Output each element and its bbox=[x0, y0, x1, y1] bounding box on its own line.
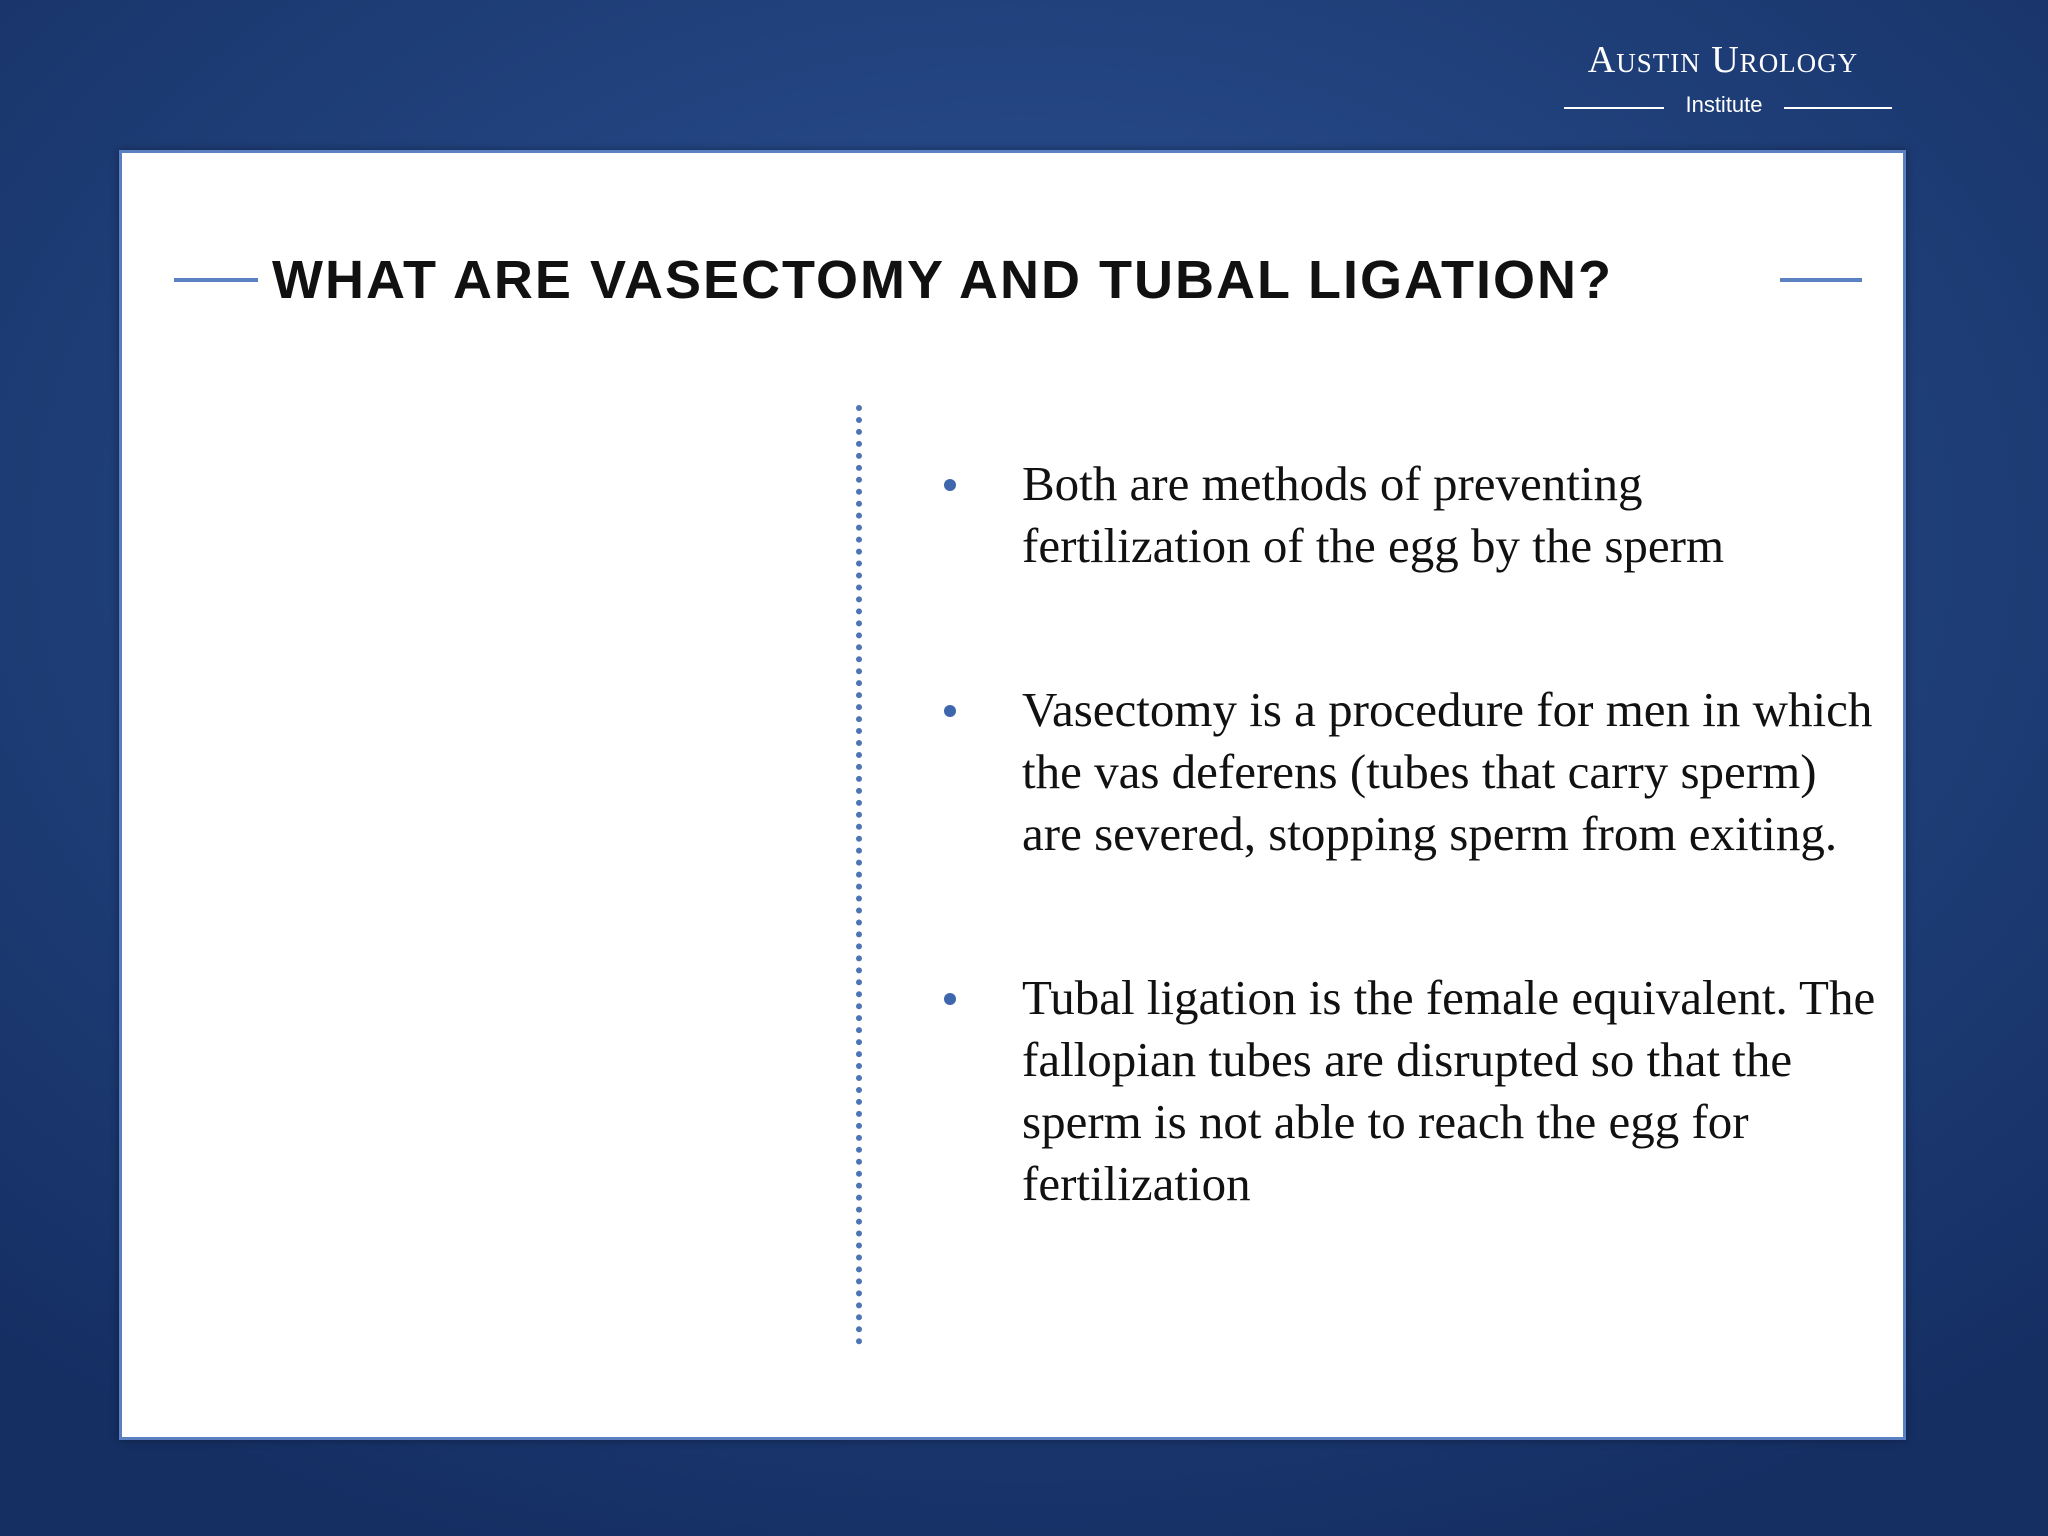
bullet-dot-icon bbox=[944, 479, 956, 491]
logo-right-rule bbox=[1784, 107, 1892, 109]
bullet-text: Vasectomy is a procedure for men in which the vas deferens (tubes that carry sperm) are severed, stopping sperm from exiting. bbox=[1022, 682, 1873, 861]
bullet-item bbox=[1022, 453, 1882, 577]
bullet-text: Tubal ligation is the female equivalent. The fallopian tubes are disrupted so that the sperm is not able to reach the egg for fertilization bbox=[1022, 970, 1876, 1211]
bullet-dot-icon bbox=[944, 993, 956, 1005]
slide-title: WHAT ARE VASECTOMY AND TUBAL LIGATION? bbox=[272, 250, 1613, 310]
logo-subtitle-row bbox=[1548, 92, 1898, 122]
bullet-list bbox=[1022, 453, 1882, 1317]
logo-subtitle: Institute bbox=[1685, 92, 1763, 117]
bullet-dot-icon bbox=[944, 705, 956, 717]
bullet-item bbox=[1022, 967, 1882, 1215]
logo-name: Austin Urology bbox=[1587, 39, 1859, 81]
logo-left-rule bbox=[1564, 107, 1664, 109]
title-right-rule bbox=[1780, 278, 1862, 282]
dotted-divider bbox=[856, 405, 862, 1345]
bullet-text: Both are methods of preventing fertilization of the egg by the sperm bbox=[1022, 456, 1725, 573]
bullet-item bbox=[1022, 679, 1882, 865]
title-left-rule bbox=[174, 278, 258, 282]
brand-logo bbox=[1548, 38, 1898, 124]
slide-panel bbox=[119, 150, 1906, 1440]
